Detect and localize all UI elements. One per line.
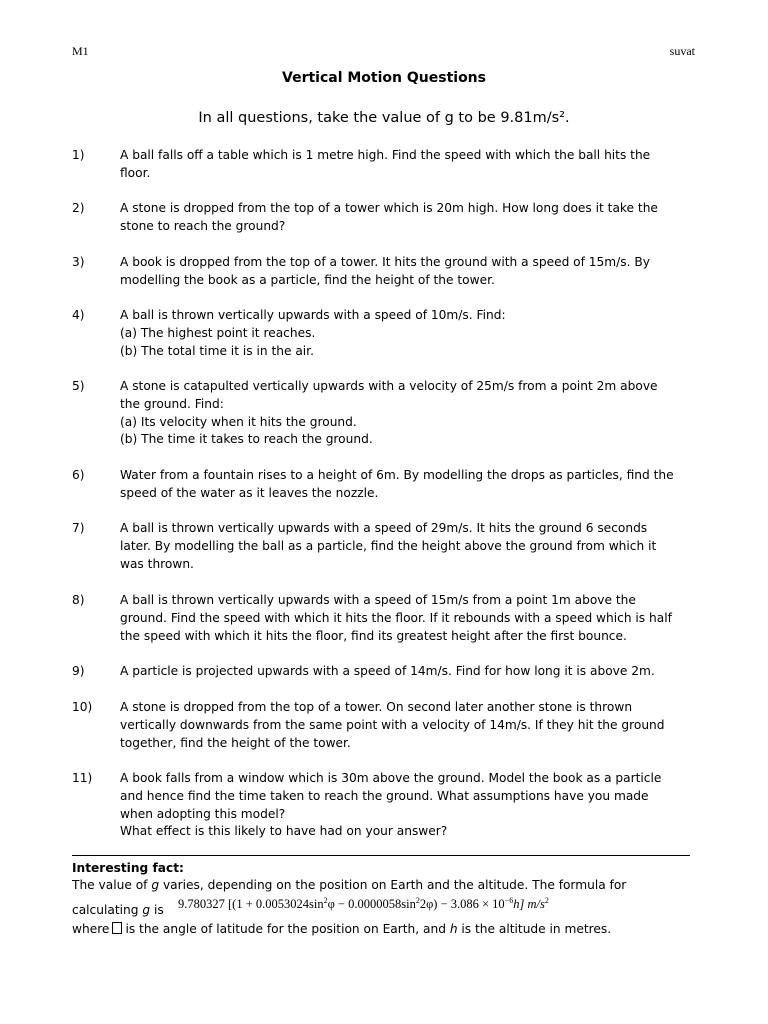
- section-divider: [72, 855, 690, 856]
- question-text: A stone is catapulted vertically upwards with a velocity of 25m/s from a point 2m above the ground. Find: (a) Its velocity when it hits the ground. (b) The time it takes to reach the ground.: [120, 379, 658, 447]
- fact-line-2: calculating g is: [72, 903, 164, 917]
- question-1: [72, 147, 702, 183]
- header-module-label: M1: [72, 44, 89, 58]
- question-number: 5): [72, 379, 85, 393]
- question-text: A stone is dropped from the top of a tower. On second later another stone is thrown vertically downwards from the same point with a velocity of 14m/s. If they hit the ground together, find the height of the tower.: [120, 700, 665, 750]
- question-2: [72, 200, 702, 236]
- question-9: [72, 663, 702, 681]
- question-text: A book falls from a window which is 30m above the ground. Model the book as a particle and hence find the time taken to reach the ground. What assumptions have you made when adopting this model? What effect is this likely to have had on your answer?: [120, 771, 662, 839]
- question-number: 9): [72, 664, 85, 678]
- question-number: 6): [72, 468, 85, 482]
- header-topic-label: suvat: [669, 44, 695, 58]
- question-7: [72, 520, 702, 573]
- question-number: 8): [72, 593, 85, 607]
- question-3: [72, 254, 702, 290]
- question-4: [72, 307, 702, 360]
- question-text: A ball is thrown vertically upwards with a speed of 29m/s. It hits the ground 6 seconds later. By modelling the ball as a particle, find the height above the ground from which it was thrown.: [120, 521, 657, 571]
- question-number: 1): [72, 148, 85, 162]
- question-5: [72, 378, 702, 449]
- question-number: 11): [72, 771, 93, 785]
- question-text: Water from a fountain rises to a height of 6m. By modelling the drops as particles, find the speed of the water as it leaves the nozzle.: [120, 468, 674, 500]
- fact-line-3: where is the angle of latitude for the position on Earth, and h is the altitude in metres.: [72, 922, 612, 936]
- question-number: 2): [72, 201, 85, 215]
- question-11: [72, 770, 702, 841]
- fact-heading: Interesting fact:: [72, 861, 184, 875]
- missing-glyph-icon: [112, 922, 122, 934]
- question-text: A ball falls off a table which is 1 metre high. Find the speed with which the ball hits the floor.: [120, 148, 651, 180]
- question-text: A ball is thrown vertically upwards with a speed of 10m/s. Find: (a) The highest point it reaches. (b) The total time it is in the air.: [120, 308, 506, 358]
- question-text: A stone is dropped from the top of a tower which is 20m high. How long does it take the stone to reach the ground?: [120, 201, 658, 233]
- page-title: Vertical Motion Questions: [282, 70, 486, 86]
- gravity-formula: 9.780327 $[(1 + 0.0053024\sin^2\varphi - 0.0000058\sin^22\varphi) - 3.086 \times 10^{-6}h]$ $m/s^2$: [178, 896, 549, 912]
- fact-line-1: The value of g varies, depending on the position on Earth and the altitude. The formula for: [72, 878, 627, 892]
- question-8: [72, 592, 702, 645]
- question-10: [72, 699, 702, 752]
- question-text: A book is dropped from the top of a tower. It hits the ground with a speed of 15m/s. By modelling the book as a particle, find the height of the tower.: [120, 255, 650, 287]
- question-number: 10): [72, 700, 93, 714]
- question-number: 3): [72, 255, 85, 269]
- question-6: [72, 467, 702, 503]
- question-text: A particle is projected upwards with a speed of 14m/s. Find for how long it is above 2m.: [120, 664, 655, 678]
- question-number: 4): [72, 308, 85, 322]
- question-number: 7): [72, 521, 85, 535]
- instruction-text: In all questions, take the value of g to be 9.81m/s².: [198, 110, 570, 126]
- question-text: A ball is thrown vertically upwards with a speed of 15m/s from a point 1m above the ground. Find the speed with which it hits the floor. If it rebounds with a speed which is half the speed with which it hits the floor, find its greatest height after the first bounce.: [120, 593, 672, 643]
